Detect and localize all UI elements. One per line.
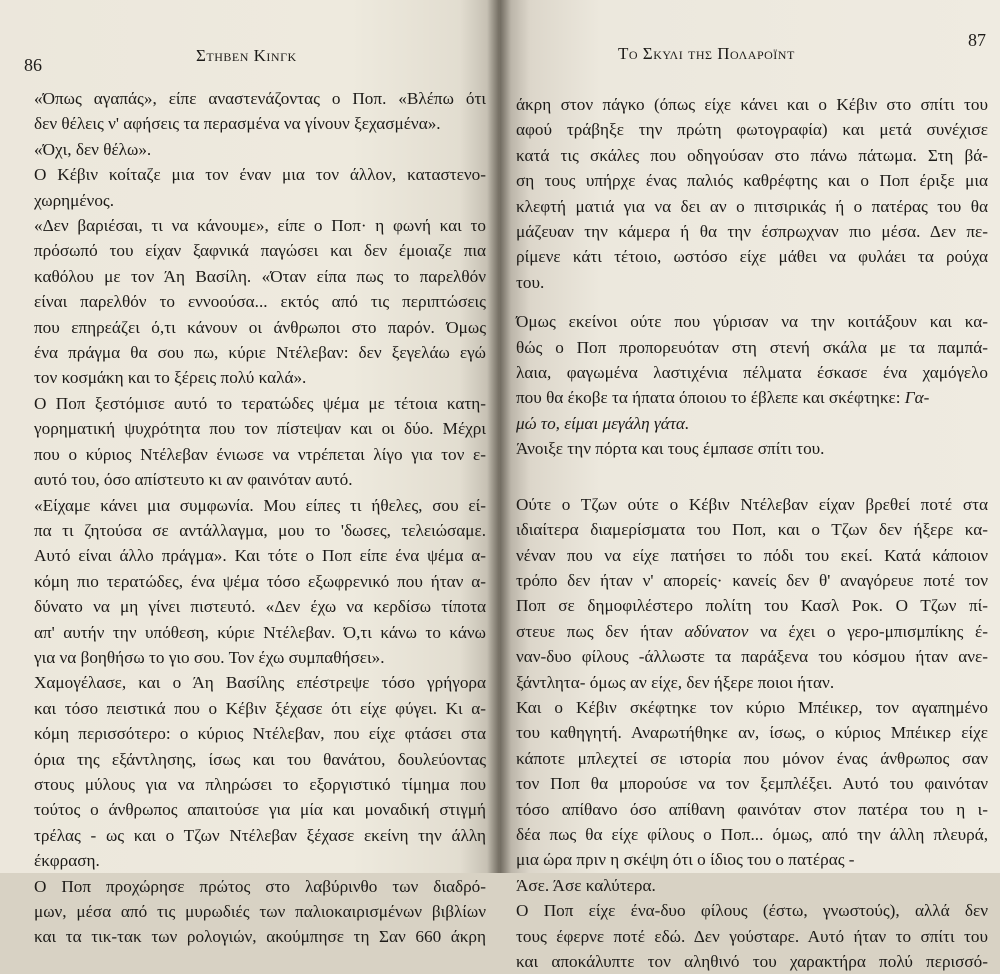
text-line: ρίμενε κάτι τέτοιο, ωστόσο είχε μάθει να φυλάει τα ρούχα — [516, 247, 988, 267]
text-line: Ο Ποπ είχε ένα-δυο φίλους (έστω, γνωστούς), αλλά δεν — [516, 901, 988, 921]
text-line: και τα τικ-τακ των ρολογιών, ακούμπησε τη Σαν 660 άκρη — [34, 927, 486, 947]
text-line: που επηρεάζει ό,τι κάνουν οι άνθρωποι στο παρόν. Όμως — [34, 317, 486, 337]
text-line: τους έφερνε ποτέ εδώ. Δεν γούσταρε. Αυτό ήταν το σπίτι του — [516, 926, 988, 946]
text-line: ιδιαίτερα διαμερίσματα του Ποπ, και ο Τζων δεν ήξερε κα- — [516, 520, 988, 540]
text-line: χωρημένος. — [34, 190, 115, 210]
text-line: δύνατο να μη γίνει πιστευτό. «Δεν έχω να κερδίσω τίποτα — [34, 597, 486, 617]
text-line: κλεφτή ματιά για να δει αν ο πιτσιρικάς ή ο πατέρας του θα — [516, 196, 988, 216]
text-line: ναν-δυο φίλους -άλλωστε τα παράξενα του κόσμου ήταν ανε- — [516, 647, 988, 667]
text-line: και τόσο πειστικά που ο Κέβιν ξέχασε ότι είχε φύγει. Κι α- — [34, 698, 486, 718]
text-line: τούτος ο άνθρωπος απαιτούσε για μία και μοναδική στιγμή — [34, 800, 486, 820]
right-running-head: Το Σκυλι της Πολαροϊντ — [618, 44, 795, 63]
text-line: κόμη περισσότερο: ο κύριος Ντέλεβαν, που είχε φτάσει στα — [34, 724, 486, 744]
text-line: Και ο Κέβιν σκέφτηκε τον κύριο Μπέικερ, τον αγαπημένο — [516, 697, 988, 717]
text-line: καθόλου με τον Άη Βασίλη. «Όταν είπα πως το παρελθόν — [34, 266, 486, 286]
text-line: γορηματική ψυχρότητα που τον πίστεψαν και οι δύο. Μέχρι — [34, 419, 486, 439]
text-line: Ο Κέβιν κοίταζε μια τον έναν μια τον άλλον, καταστενο- — [34, 165, 486, 185]
text-line: αυτό του, όσο απίστευτο κι αν φαινόταν αυτό. — [34, 470, 353, 490]
text-line: Όμως εκείνοι ούτε που γύρισαν να την κοιτάξουν και κα- — [516, 312, 988, 332]
text-line: Χαμογέλασε, και ο Άη Βασίλης επέστρεψε τόσο γρήγορα — [34, 673, 486, 693]
text-line: πα τι ζητούσα σε αντάλλαγμα, μου το 'δωσες, τελειώσαμε. — [34, 520, 486, 540]
text-line: τον κοσμάκη και το ξέρεις πολύ καλά». — [34, 368, 307, 388]
text-line: Άνοιξε την πόρτα και τους έμπασε σπίτι του. — [516, 439, 825, 459]
text-line: κόμη πιο τερατώδες, ένα ψέμα τόσο εξωφρενικό που ήταν α- — [34, 571, 486, 591]
text-line: κάποτε μπλεχτεί σε ιστορία που μόνον ένας άνθρωπος σαν — [516, 748, 988, 768]
text-line: τρέλας - ως και ο Τζων Ντέλεβαν ξέχασε εκείνη την άλλη — [34, 825, 486, 845]
text-line: ξάντλητα- όμως αν είχε, δεν ήξερε ποιοι ήταν. — [516, 672, 835, 692]
text-line: «Δεν βαριέσαι, τι να κάνουμε», είπε ο Ποπ· η φωνή και το — [34, 216, 486, 236]
text-line: Ούτε ο Τζων ούτε ο Κέβιν Ντέλεβαν είχαν βρεθεί ποτέ στα — [516, 494, 988, 514]
text-line: μώ το, είμαι μεγάλη γάτα. — [516, 413, 690, 433]
text-line: Ο Ποπ ξεστόμισε αυτό το τερατώδες ψέμα με τέτοια κατη- — [34, 393, 486, 413]
right-page — [500, 0, 1000, 971]
text-line: τόσο απίθανο όσο απίθανη φαινόταν στον πατέρα του η ι- — [516, 799, 988, 819]
text-line: αφού τράβηξε την πρώτη φωτογραφία) και μετά συνέχισε — [516, 120, 988, 140]
text-line: Άσε. Άσε καλύτερα. — [516, 875, 656, 895]
text-line: νέναν που να είχε πατήσει το πόδι του εκεί. Κατά κάποιον — [516, 545, 988, 565]
text-line: όρια της εξάντλησης, ίσως και του θανάτου, δουλεύοντας — [34, 749, 486, 769]
section-break — [516, 462, 988, 492]
text-line: που θα έκοβε τα ήπατα όποιου το έβλεπε και σκέφτηκε: Γα- — [516, 388, 930, 408]
text-line: είναι παρελθόν το εννοούσα... εκτός από τις περιπτώσεις — [34, 292, 486, 312]
text-line: Αυτό είναι άλλο πράγμα». Και τότε ο Ποπ είπε ένα ψέμα α- — [34, 546, 486, 566]
right-body-text — [516, 92, 988, 974]
text-line: για να βοηθήσω το γιο σου. Τον έχω συμπαθήσει». — [34, 647, 385, 667]
text-line: λαια, φαγωμένα λαστιχένια πέλματα έσκασε ένα χαμόγελο — [516, 363, 988, 383]
text-line: ση τους υπήρχε ένας παλιός καθρέφτης και ο Ποπ έριξε μια — [516, 171, 988, 191]
right-page-number: 87 — [968, 30, 986, 50]
text-line: έκφραση. — [34, 851, 100, 871]
text-line: κατά τις σκάλες που οδηγούσαν στο πάνω πάτωμα. Στη βά- — [516, 145, 988, 165]
text-line: πρόσωπό του είχαν ξαφνικά παγώσει και δεν έμοιαζε πια — [34, 241, 486, 261]
text-line: τον Ποπ θα μπορούσε να τον ξεμπλέξει. Αυτό του φαινόταν — [516, 774, 988, 794]
text-line: Ο Ποπ προχώρησε πρώτος στο λαβύρινθο των διαδρό- — [34, 876, 486, 896]
left-running-head: Στηβεν Κινγκ — [196, 46, 297, 65]
text-line: μια ώρα πριν η σκέψη ότι ο ίδιος του ο πατέρας - — [516, 850, 855, 870]
text-line: που ο κύριος Ντέλεβαν ένιωσε να ντρέπεται λίγο για τον ε- — [34, 444, 486, 464]
text-line: τρόπο δεν ήταν ν' απορείς· κανείς δεν θ' αναγόρευε ποτέ τον — [516, 570, 988, 590]
text-line: θώς ο Ποπ προπορευόταν στη στενή σκάλα με τα παμπά- — [516, 337, 988, 357]
text-line: του. — [516, 272, 545, 292]
text-line: στους μύλους για να πληρώσει το εξοργιστικό τίμημα που — [34, 774, 486, 794]
text-line: δεν θέλεις ν' αφήσεις τα περασμένα να γίνουν ξεχασμένα». — [34, 114, 441, 134]
text-line: στευε πως δεν ήταν αδύνατον να έχει ο γερο-μπισμπίκης έ- — [516, 621, 988, 641]
left-body-text — [34, 86, 486, 950]
text-line: άκρη στον πάγκο (όπως είχε κάνει και ο Κέβιν στο σπίτι του — [516, 95, 988, 114]
text-line: δέα πως θα είχε φίλους ο Ποπ... όμως, από την άλλη πλευρά, — [516, 824, 988, 844]
left-page-number: 86 — [24, 55, 42, 75]
text-line: ένα πράγμα θα σου πω, κύριε Ντέλεβαν: δεν ξεγελάω εγώ — [34, 343, 486, 363]
text-line: απ' αυτήν την υπόθεση, κύριε Ντέλεβαν. Ό,τι κάνω το κάνω — [34, 622, 486, 642]
text-line: του καθηγητή. Αναρωτήθηκε αν, ίσως, ο κύριος Μπέικερ είχε — [516, 723, 988, 743]
text-line: Ποπ σε δημοφιλέστερο πολίτη του Κασλ Ροκ. Ο Τζων πί- — [516, 596, 988, 616]
text-line: «Είχαμε κάνει μια συμφωνία. Μου είπες τι ήθελες, σου εί- — [34, 495, 486, 515]
text-line: μάζευαν την κάμερα ή θα την έσπρωχναν πιο μέσα. Δεν πε- — [516, 222, 988, 242]
paragraph-gap — [516, 295, 988, 309]
text-line: μων, μέσα από τις μυρωδιές των παλιοκαιρισμένων βιβλίων — [34, 902, 486, 921]
text-line: «Όπως αγαπάς», είπε αναστενάζοντας ο Ποπ. «Βλέπω ότι — [34, 89, 486, 108]
left-page — [0, 0, 500, 947]
text-line: «Όχι, δεν θέλω». — [34, 139, 152, 159]
text-line: και αποκάλυπτε τον αληθινό του χαρακτήρα πολύ περισσό- — [516, 952, 988, 971]
